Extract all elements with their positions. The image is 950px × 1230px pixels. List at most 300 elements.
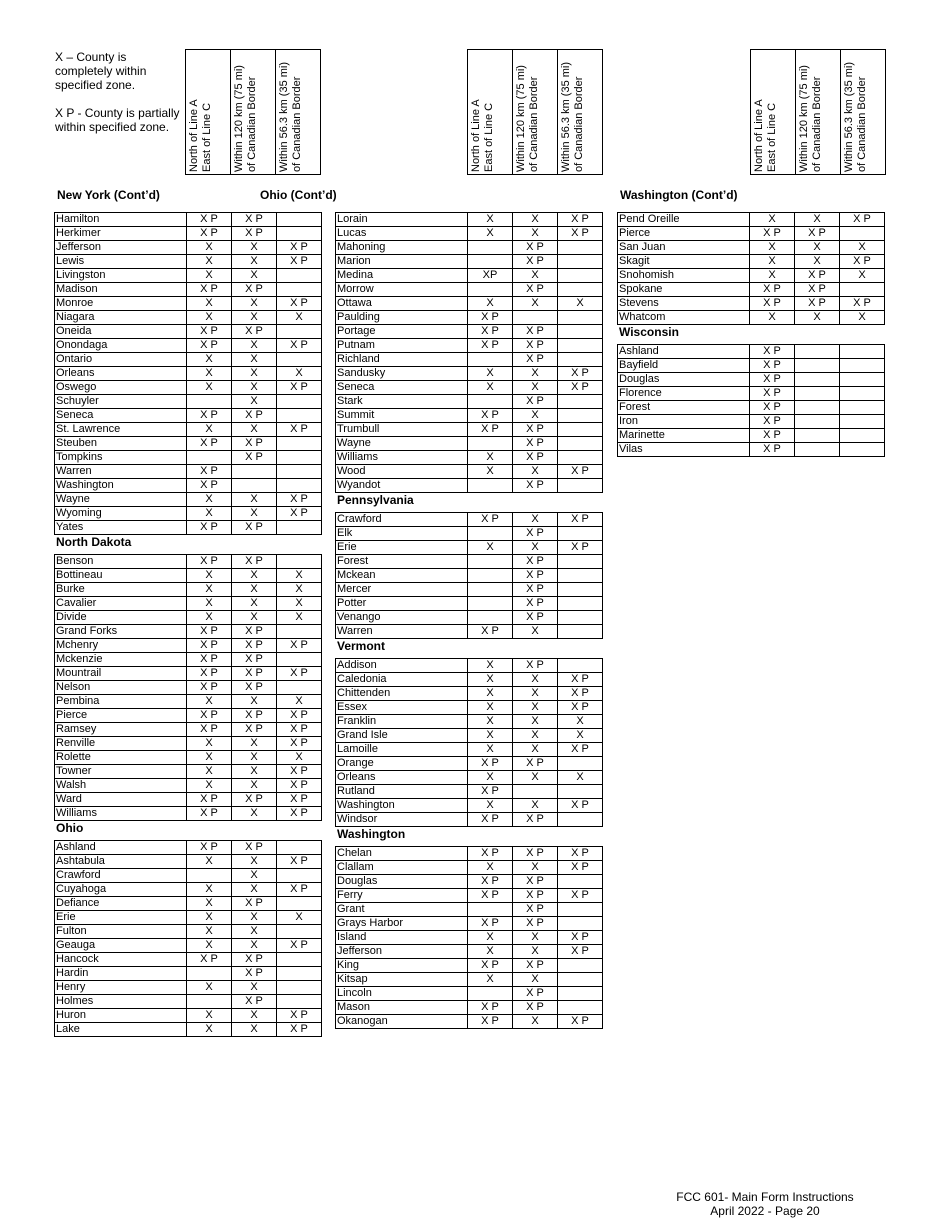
zone-cell: X <box>232 597 277 611</box>
zone-cell: X <box>468 715 513 729</box>
county-name: Oswego <box>55 381 187 395</box>
table-row <box>618 283 885 297</box>
zone-cell <box>558 659 603 673</box>
county-name: Herkimer <box>55 227 187 241</box>
zone-cell: X <box>468 381 513 395</box>
county-name: Wyandot <box>336 479 468 493</box>
zone-cell: X <box>187 569 232 583</box>
zone-cell <box>232 479 277 493</box>
table-row <box>336 255 603 269</box>
zone-cell: X <box>232 339 277 353</box>
zone-cell: X <box>468 743 513 757</box>
table-row <box>55 681 322 695</box>
footer-form: FCC 601- Main Form Instructions <box>676 1190 854 1204</box>
county-name: Divide <box>55 611 187 625</box>
header-line-a: North of Line A East of Line C <box>750 49 796 175</box>
zone-cell <box>468 903 513 917</box>
zone-cell: X P <box>232 681 277 695</box>
county-column-1 <box>54 212 322 1037</box>
county-name: Yates <box>55 521 187 535</box>
zone-cell <box>558 611 603 625</box>
zone-cell: X P <box>513 527 558 541</box>
zone-cell <box>558 325 603 339</box>
county-name: Cavalier <box>55 597 187 611</box>
table-row <box>55 283 322 297</box>
county-table <box>335 212 603 493</box>
table-row <box>336 339 603 353</box>
zone-cell: X <box>513 409 558 423</box>
county-name: Ramsey <box>55 723 187 737</box>
county-name: Iron <box>618 415 750 429</box>
county-name: Burke <box>55 583 187 597</box>
county-name: Renville <box>55 737 187 751</box>
table-row <box>618 297 885 311</box>
zone-cell <box>277 465 322 479</box>
table-row <box>618 359 885 373</box>
table-row <box>55 339 322 353</box>
zone-cell: X <box>232 925 277 939</box>
table-row <box>55 723 322 737</box>
zone-cell <box>795 401 840 415</box>
zone-cell: X <box>558 715 603 729</box>
county-name: Grays Harbor <box>336 917 468 931</box>
zone-cell: X <box>232 869 277 883</box>
county-name: Marion <box>336 255 468 269</box>
county-name: Okanogan <box>336 1015 468 1029</box>
zone-cell <box>277 555 322 569</box>
zone-cell: X P <box>468 847 513 861</box>
county-name: Ontario <box>55 353 187 367</box>
zone-cell: X <box>187 751 232 765</box>
zone-cell: X <box>232 269 277 283</box>
table-row <box>336 987 603 1001</box>
zone-cell: X P <box>840 255 885 269</box>
table-row <box>55 353 322 367</box>
zone-cell: X P <box>750 401 795 415</box>
table-row <box>55 269 322 283</box>
zone-cell: X <box>558 771 603 785</box>
table-row <box>618 213 885 227</box>
county-name: Orleans <box>336 771 468 785</box>
zone-cell <box>558 875 603 889</box>
zone-cell: X P <box>277 883 322 897</box>
zone-cell <box>840 401 885 415</box>
zone-cell: X <box>513 687 558 701</box>
county-name: Potter <box>336 597 468 611</box>
table-row <box>336 311 603 325</box>
table-row <box>55 451 322 465</box>
zone-cell: X <box>187 1023 232 1037</box>
zone-cell: X <box>187 611 232 625</box>
table-row <box>336 889 603 903</box>
county-name: Erie <box>336 541 468 555</box>
zone-cell <box>840 443 885 457</box>
zone-cell: X <box>513 973 558 987</box>
zone-cell: X P <box>795 297 840 311</box>
table-row <box>336 569 603 583</box>
zone-cell: X P <box>468 785 513 799</box>
zone-cell <box>277 353 322 367</box>
zone-cell <box>558 395 603 409</box>
zone-cell: X P <box>750 373 795 387</box>
county-name: Washington <box>55 479 187 493</box>
zone-cell <box>277 625 322 639</box>
zone-cell: X P <box>750 429 795 443</box>
zone-cell: X <box>232 241 277 255</box>
zone-cell: X P <box>187 793 232 807</box>
zone-cell <box>558 987 603 1001</box>
zone-cell: X P <box>232 625 277 639</box>
zone-cell: X <box>513 743 558 757</box>
county-name: Hardin <box>55 967 187 981</box>
table-row <box>55 297 322 311</box>
zone-cell: X P <box>232 227 277 241</box>
zone-cell: X <box>513 269 558 283</box>
zone-cell: X <box>513 729 558 743</box>
table-row <box>55 793 322 807</box>
zone-cell <box>558 959 603 973</box>
zone-cell <box>277 395 322 409</box>
table-row <box>336 409 603 423</box>
zone-cell: X P <box>513 283 558 297</box>
zone-cell: X <box>513 297 558 311</box>
zone-cell: X P <box>468 1001 513 1015</box>
zone-cell: X P <box>468 917 513 931</box>
table-row <box>336 701 603 715</box>
zone-cell: X P <box>468 757 513 771</box>
zone-cell: X P <box>277 723 322 737</box>
table-row <box>55 583 322 597</box>
zone-cell: X P <box>558 945 603 959</box>
table-row <box>55 479 322 493</box>
zone-cell <box>468 437 513 451</box>
zone-cell: X P <box>750 387 795 401</box>
county-table <box>54 554 322 821</box>
zone-cell: X P <box>277 765 322 779</box>
zone-cell: X <box>558 297 603 311</box>
zone-cell: X <box>232 981 277 995</box>
zone-cell <box>795 359 840 373</box>
zone-cell: X P <box>513 903 558 917</box>
zone-cell <box>558 339 603 353</box>
county-name: Steuben <box>55 437 187 451</box>
county-name: Forest <box>336 555 468 569</box>
zone-cell: X P <box>277 793 322 807</box>
zone-cell: X P <box>277 241 322 255</box>
zone-cell <box>558 555 603 569</box>
zone-cell: X <box>232 939 277 953</box>
zone-cell <box>558 1001 603 1015</box>
zone-cell: X P <box>750 283 795 297</box>
zone-cell: X P <box>750 297 795 311</box>
zone-cell: X P <box>840 213 885 227</box>
zone-cell: X P <box>187 953 232 967</box>
table-row <box>55 493 322 507</box>
zone-cell: X P <box>840 297 885 311</box>
county-column-2 <box>335 212 603 1029</box>
county-name: Morrow <box>336 283 468 297</box>
zone-cell <box>277 869 322 883</box>
zone-cell <box>187 451 232 465</box>
table-row <box>618 345 885 359</box>
zone-cell <box>558 917 603 931</box>
table-row <box>618 415 885 429</box>
county-name: Ferry <box>336 889 468 903</box>
zone-cell: X <box>468 771 513 785</box>
state-heading: Washington <box>337 827 406 841</box>
county-name: Chelan <box>336 847 468 861</box>
county-name: Warren <box>336 625 468 639</box>
zone-cell: X P <box>232 897 277 911</box>
legend <box>55 50 183 148</box>
table-row <box>336 847 603 861</box>
zone-cell <box>558 597 603 611</box>
zone-cell: X P <box>187 479 232 493</box>
table-row <box>618 311 885 325</box>
zone-cell: X P <box>750 415 795 429</box>
table-row <box>55 423 322 437</box>
county-name: Crawford <box>336 513 468 527</box>
county-name: Monroe <box>55 297 187 311</box>
zone-cell: X P <box>558 673 603 687</box>
table-row <box>336 583 603 597</box>
table-row <box>336 555 603 569</box>
zone-cell: X P <box>513 757 558 771</box>
county-name: Forest <box>618 401 750 415</box>
zone-cell: X <box>750 269 795 283</box>
legend-partial: X P - County is partially within specified zone. <box>55 106 180 134</box>
zone-cell: X P <box>187 807 232 821</box>
table-row <box>336 757 603 771</box>
zone-cell: X <box>232 297 277 311</box>
header-120km: Within 120 km (75 mi) of Canadian Border <box>795 49 841 175</box>
zone-cell: X <box>232 695 277 709</box>
county-name: Mahoning <box>336 241 468 255</box>
zone-cell: X P <box>558 213 603 227</box>
zone-cell: X <box>187 255 232 269</box>
zone-cell: X <box>232 493 277 507</box>
zone-cell: X <box>840 241 885 255</box>
zone-cell: X P <box>513 987 558 1001</box>
section-title: Washington (Cont’d) <box>620 188 738 202</box>
zone-cell: X P <box>232 793 277 807</box>
zone-cell: X <box>513 715 558 729</box>
table-row <box>55 653 322 667</box>
zone-cell <box>468 527 513 541</box>
zone-cell <box>795 345 840 359</box>
zone-cell: X <box>795 241 840 255</box>
zone-cell: X <box>468 701 513 715</box>
county-name: Rutland <box>336 785 468 799</box>
county-name: Mchenry <box>55 639 187 653</box>
zone-cell: X <box>513 625 558 639</box>
zone-cell: X <box>468 659 513 673</box>
table-row <box>55 995 322 1009</box>
zone-cell: X P <box>277 709 322 723</box>
table-row <box>55 597 322 611</box>
zone-cell: X <box>558 729 603 743</box>
zone-cell: X P <box>558 889 603 903</box>
county-name: Lorain <box>336 213 468 227</box>
zone-cell: X P <box>468 325 513 339</box>
county-name: Addison <box>336 659 468 673</box>
county-name: Wayne <box>55 493 187 507</box>
zone-cell <box>558 625 603 639</box>
zone-cell: X <box>513 673 558 687</box>
zone-cell: X <box>468 673 513 687</box>
table-row <box>55 437 322 451</box>
zone-cell: X P <box>513 255 558 269</box>
county-name: Tompkins <box>55 451 187 465</box>
zone-cell: X P <box>513 555 558 569</box>
zone-cell: X <box>277 611 322 625</box>
zone-cell: X <box>187 583 232 597</box>
county-name: Paulding <box>336 311 468 325</box>
county-table <box>617 212 885 325</box>
zone-cell <box>468 987 513 1001</box>
zone-cell: X <box>232 311 277 325</box>
zone-cell: X P <box>558 861 603 875</box>
table-row <box>336 353 603 367</box>
table-row <box>55 395 322 409</box>
zone-cell: X P <box>232 995 277 1009</box>
table-row <box>55 911 322 925</box>
zone-cell: X P <box>187 437 232 451</box>
zone-cell: X <box>513 367 558 381</box>
table-row <box>55 869 322 883</box>
zone-cell: X P <box>187 639 232 653</box>
state-heading: Ohio <box>56 821 84 835</box>
table-row <box>336 437 603 451</box>
table-row <box>55 1009 322 1023</box>
table-row <box>55 569 322 583</box>
zone-cell: X P <box>513 451 558 465</box>
zone-cell: X <box>232 779 277 793</box>
zone-cell <box>468 395 513 409</box>
zone-cell <box>277 451 322 465</box>
zone-cell: X <box>468 945 513 959</box>
county-name: Island <box>336 931 468 945</box>
table-row <box>336 465 603 479</box>
zone-cell: X <box>232 611 277 625</box>
page-footer <box>672 1190 858 1218</box>
zone-cell: X P <box>558 1015 603 1029</box>
county-name: Florence <box>618 387 750 401</box>
zone-cell <box>795 373 840 387</box>
table-row <box>55 325 322 339</box>
zone-cell: X <box>513 1015 558 1029</box>
zone-cell: X P <box>558 701 603 715</box>
zone-cell <box>558 813 603 827</box>
zone-cell: X P <box>513 437 558 451</box>
table-row <box>618 227 885 241</box>
column-headers-3 <box>750 49 885 175</box>
zone-cell <box>277 681 322 695</box>
zone-cell: X P <box>513 611 558 625</box>
county-name: Spokane <box>618 283 750 297</box>
zone-cell: X <box>232 765 277 779</box>
table-row <box>336 541 603 555</box>
table-row <box>55 639 322 653</box>
zone-cell: X P <box>750 359 795 373</box>
county-name: Washington <box>336 799 468 813</box>
zone-cell: X P <box>513 395 558 409</box>
zone-cell: X <box>468 367 513 381</box>
county-column-3 <box>617 212 885 457</box>
table-row <box>336 227 603 241</box>
zone-cell: X <box>468 799 513 813</box>
zone-cell: X <box>513 771 558 785</box>
zone-cell: X <box>232 1023 277 1037</box>
zone-cell: X P <box>513 847 558 861</box>
zone-cell <box>277 269 322 283</box>
county-name: Lewis <box>55 255 187 269</box>
zone-cell: X P <box>468 889 513 903</box>
county-name: Ashland <box>55 841 187 855</box>
zone-cell: X <box>187 367 232 381</box>
table-row <box>336 367 603 381</box>
county-name: Mountrail <box>55 667 187 681</box>
zone-cell: X <box>468 451 513 465</box>
county-name: Lucas <box>336 227 468 241</box>
zone-cell: X P <box>277 297 322 311</box>
county-table <box>335 846 603 1029</box>
zone-cell: X P <box>232 213 277 227</box>
table-row <box>55 925 322 939</box>
county-table <box>617 344 885 457</box>
county-name: Bottineau <box>55 569 187 583</box>
county-name: Niagara <box>55 311 187 325</box>
county-name: Mason <box>336 1001 468 1015</box>
table-row <box>618 373 885 387</box>
zone-cell: X <box>468 227 513 241</box>
zone-cell: X <box>795 311 840 325</box>
zone-cell: X P <box>513 241 558 255</box>
zone-cell <box>277 437 322 451</box>
county-name: Grand Forks <box>55 625 187 639</box>
table-row <box>55 981 322 995</box>
zone-cell: X P <box>468 1015 513 1029</box>
county-name: Lamoille <box>336 743 468 757</box>
section-title: New York (Cont’d) <box>57 188 160 202</box>
zone-cell: X P <box>468 423 513 437</box>
zone-cell: X P <box>513 353 558 367</box>
county-name: Franklin <box>336 715 468 729</box>
table-row <box>55 765 322 779</box>
zone-cell: X <box>750 311 795 325</box>
zone-cell: X <box>513 945 558 959</box>
zone-cell: X P <box>558 367 603 381</box>
zone-cell <box>468 569 513 583</box>
zone-cell: X P <box>277 255 322 269</box>
zone-cell: X P <box>232 723 277 737</box>
zone-cell: X P <box>558 227 603 241</box>
zone-cell: X P <box>187 227 232 241</box>
zone-cell: X P <box>232 437 277 451</box>
table-row <box>55 841 322 855</box>
zone-cell <box>558 353 603 367</box>
table-row <box>336 903 603 917</box>
zone-cell <box>558 423 603 437</box>
table-row <box>55 1023 322 1037</box>
zone-cell <box>558 973 603 987</box>
zone-cell <box>277 981 322 995</box>
zone-cell: X <box>468 931 513 945</box>
zone-cell: X <box>187 911 232 925</box>
zone-cell <box>277 521 322 535</box>
zone-cell: X P <box>277 779 322 793</box>
table-row <box>55 213 322 227</box>
